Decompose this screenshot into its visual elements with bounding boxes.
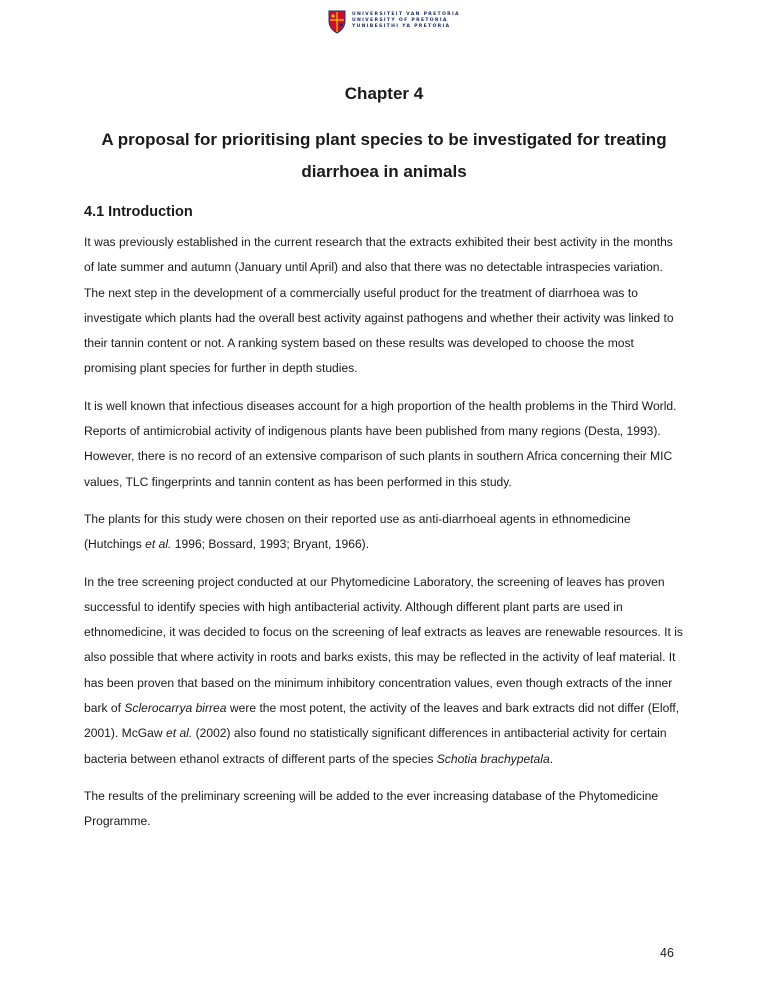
university-name-sepedi: YUNIBESITHI YA PRETORIA (352, 24, 451, 29)
university-crest-icon (327, 8, 347, 34)
text-run: were the most potent, the activity of the leaves and bark extracts did not differ (Eloff, 2001). McGaw (84, 701, 680, 741)
text-run: The plants for this study were chosen on their reported use as anti-diarrhoeal agents in ethnomedicine (Hutchings (84, 511, 631, 552)
paragraph-4 (84, 570, 684, 772)
italic-run: et al. (145, 537, 172, 552)
paragraph-1: It was previously established in the current research that the extracts exhibited their best activity in the months of late summer and autumn (January until April) and also that there was no detectable intraspecies variation. The next step in the development of a commercially useful product for the treatment of diarrhoea was to investigate which plants had the overall best activity against pathogens and whether their activity was linked to their tannin content or not. A ranking system based on these results was developed to choose the most promising plant species for further in depth studies. (84, 235, 674, 376)
section-heading: 4.1 Introduction (84, 204, 193, 220)
chapter-label: Chapter 4 (344, 84, 424, 103)
text-run: . (549, 751, 554, 766)
university-name-english: UNIVERSITY OF PRETORIA (352, 18, 448, 23)
text-run: 1996; Bossard, 1993; Bryant, 1966). (171, 537, 370, 552)
university-name-afrikaans: UNIVERSITEIT VAN PRETORIA (352, 12, 460, 17)
species-name: Sclerocarrya birrea (124, 701, 227, 716)
text-run: (2002) also found no statistically significant differences in antibacterial activity for certain bacteria between ethanol extracts of different parts of the species (84, 726, 667, 766)
italic-run: et al. (166, 726, 193, 741)
paragraph-3 (84, 507, 684, 558)
chapter-title: A proposal for prioritising plant species to be investigated for treating diarrhoea in animals (101, 130, 667, 181)
paragraph-2: It is well known that infectious diseases account for a high proportion of the health problems in the Third World. Reports of antimicrobial activity of indigenous plants have been published from many regions (Desta, 1993). However, there is no record of an extensive comparison of such plants in southern Africa concerning their MIC values, TLC fingerprints and tannin content as has been performed in this study. (84, 398, 677, 489)
university-names (352, 12, 460, 30)
species-name: Schotia brachypetala (436, 751, 550, 766)
text-run: In the tree screening project conducted at our Phytomedicine Laboratory, the screening of leaves has proven successful to identify species with high antibacterial activity. Although different plant parts are used in ethnomedicine, it was decided to focus on the screening of leaf extracts as leaves are renewable resources. It is also possible that where activity in roots and barks exists, this may be reflected in the activity of leaf material. It has been proven that based on the minimum inhibitory concentration values, even though extracts of the inner bark of (84, 574, 683, 716)
page-number: 46 (660, 946, 674, 960)
university-logo (327, 8, 460, 34)
body-text (84, 230, 684, 847)
paragraph-5: The results of the preliminary screening will be added to the ever increasing database of the Phytomedicine Programme. (84, 788, 659, 829)
